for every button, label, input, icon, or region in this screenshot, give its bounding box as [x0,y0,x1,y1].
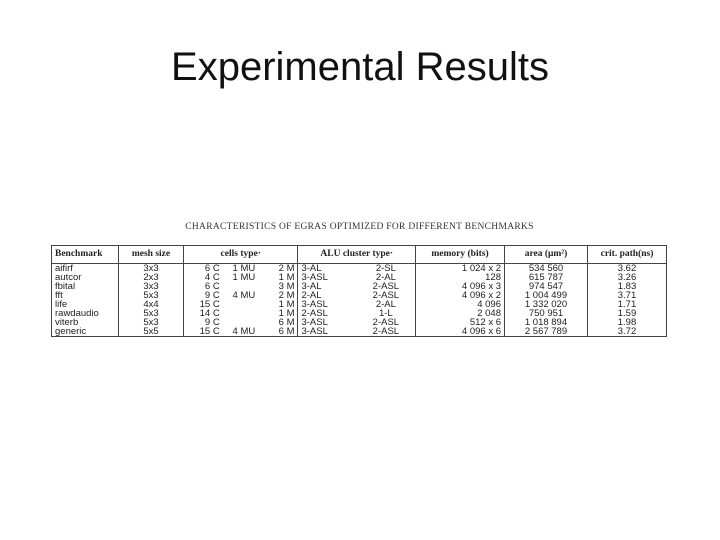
cell-area: 2 567 789 [505,327,588,337]
cell-crit-path: 3.62 [588,264,667,274]
cell-area: 534 560 [505,264,588,274]
cell-area: 750 951 [505,309,588,318]
cell-alu-primary: 3-ASL [298,318,357,327]
cell-area: 974 547 [505,282,588,291]
cell-memory: 4 096 [416,300,505,309]
results-table [51,245,667,337]
cell-alu-primary: 2-ASL [298,309,357,318]
cell-cells-type-m: 2 M [278,263,295,274]
table-caption: CHARACTERISTICS OF EGRAS OPTIMIZED FOR DIFFERENT BENCHMARKS [185,222,534,232]
cell-cells-type-mu: 1 MU [232,272,256,283]
cell-alu-primary: 3-AL [298,264,357,274]
cell-area: 1 004 499 [505,291,588,300]
cell-cells-type-c: 9 C [184,318,223,327]
cell-crit-path: 1.71 [588,300,667,309]
table-row [52,327,667,337]
cell-memory: 512 x 6 [416,318,505,327]
cell-alu-secondary: 2-ASL [372,326,400,337]
cell-alu-secondary: 2-ASL [372,317,400,328]
cell-cells-type-m: 1 M [278,308,295,319]
header-crit-path: crit. path(ns) [588,246,667,264]
cell-memory: 4 096 x 3 [416,282,505,291]
cell-benchmark: rawdaudio [55,308,99,319]
cell-benchmark: aifirf [55,263,73,274]
cell-mesh-size: 5x3 [119,309,184,318]
cell-mesh-size: 5x5 [119,327,184,337]
cell-benchmark: generic [55,326,87,337]
cell-cells-type-c: 9 C [184,291,223,300]
table-body [52,264,667,337]
cell-cells-type-mu: 1 MU [232,263,256,274]
cell-cells-type-mu: 4 MU [232,290,256,301]
cell-cells-type-c: 15 C [184,300,223,309]
cell-crit-path: 1.83 [588,282,667,291]
cell-benchmark: fbital [55,281,76,292]
header-mesh-size: mesh size [119,246,184,264]
cell-mesh-size: 3x3 [119,282,184,291]
cell-crit-path: 1.59 [588,309,667,318]
cell-mesh-size: 4x4 [119,300,184,309]
cell-cells-type-c: 14 C [184,309,223,318]
header-benchmark: Benchmark [52,246,119,264]
cell-benchmark: viterb [55,317,79,328]
cell-crit-path: 1.98 [588,318,667,327]
cell-alu-secondary: 2-AL [375,272,396,283]
cell-area: 615 787 [505,273,588,282]
cell-memory: 1 024 x 2 [416,264,505,274]
cell-cells-type-m: 6 M [278,326,295,337]
cell-memory: 4 096 x 6 [416,327,505,337]
cell-mesh-size: 3x3 [119,264,184,274]
cell-memory: 2 048 [416,309,505,318]
header-cells-type: cells type· [184,246,298,264]
cell-cells-type-m: 2 M [278,290,295,301]
cell-benchmark: life [55,299,68,310]
cell-cells-type-c: 6 C [184,264,223,274]
cell-area: 1 332 020 [505,300,588,309]
header-memory: memory (bits) [416,246,505,264]
cell-alu-primary: 2-AL [298,291,357,300]
cell-alu-primary: 3-ASL [298,273,357,282]
cell-alu-primary: 3-ASL [298,300,357,309]
cell-cells-type-mu [223,309,265,318]
cell-mesh-size: 5x3 [119,318,184,327]
cell-cells-type-mu: 4 MU [232,326,256,337]
header-alu-cluster-type: ALU cluster type· [298,246,416,264]
cell-crit-path: 3.26 [588,273,667,282]
cell-alu-secondary: 2-ASL [372,290,400,301]
cell-cells-type-m: 3 M [278,281,295,292]
cell-alu-secondary: 2-AL [375,299,396,310]
cell-mesh-size: 5x3 [119,291,184,300]
cell-memory: 4 096 x 2 [416,291,505,300]
cell-cells-type-c: 6 C [184,282,223,291]
cell-alu-secondary: 2-SL [375,263,396,274]
cell-cells-type-c: 4 C [184,273,223,282]
cell-benchmark: fft [55,290,63,301]
cell-crit-path: 3.72 [588,327,667,337]
cell-alu-secondary: 2-ASL [372,281,400,292]
slide-title: Experimental Results [171,45,549,89]
cell-crit-path: 3.71 [588,291,667,300]
cell-benchmark: autcor [55,272,82,283]
cell-alu-primary: 3-ASL [298,327,357,337]
cell-memory: 128 [416,273,505,282]
cell-cells-type-m: 6 M [278,317,295,328]
header-row [52,246,667,264]
cell-mesh-size: 2x3 [119,273,184,282]
cell-cells-type-mu [223,300,265,309]
cell-alu-secondary: 1-L [378,308,393,319]
cell-alu-primary: 3-AL [298,282,357,291]
cell-area: 1 018 894 [505,318,588,327]
cell-cells-type-c: 15 C [184,327,223,337]
header-area: area (μm²) [505,246,588,264]
cell-cells-type-m: 1 M [278,299,295,310]
cell-cells-type-m: 1 M [278,272,295,283]
